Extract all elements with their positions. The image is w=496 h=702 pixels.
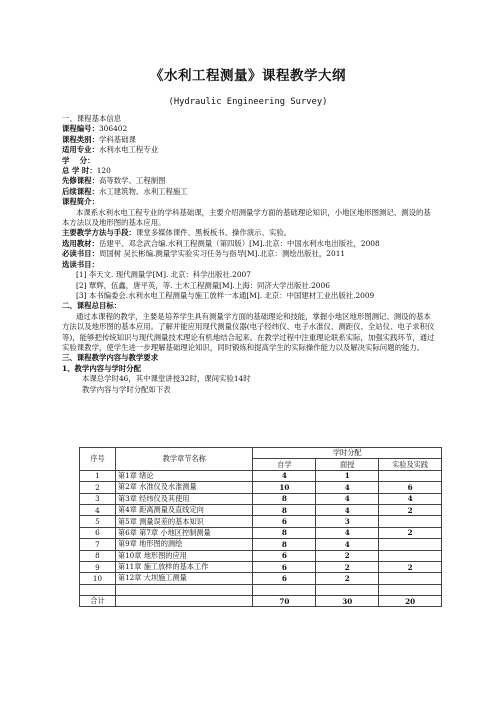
row-no: 2 bbox=[80, 482, 116, 493]
course-intro: 本课系水利水电工程专业的学科基础课，主要介绍测量学方面的基础理论知识，小地区地形图测记、测设的基本方法以及地形图的基本应用。 bbox=[62, 207, 431, 228]
row-lecture: 3 bbox=[316, 516, 379, 527]
subsection-heading-3-1: 1、教学内容与学时分配 bbox=[62, 363, 142, 373]
row-lab bbox=[379, 573, 442, 584]
row-lab: 4 bbox=[379, 493, 442, 504]
row-self-study: 8 bbox=[253, 527, 316, 538]
row-self-study: 10 bbox=[253, 482, 316, 493]
section-heading-1: 一、课程基本信息 bbox=[62, 114, 122, 123]
document-body bbox=[62, 114, 438, 395]
table-row bbox=[80, 482, 442, 493]
row-lecture: 4 bbox=[316, 504, 379, 515]
row-lab: 2 bbox=[379, 527, 442, 538]
row-chapter: 第4章 距离测量及直线定向 bbox=[115, 504, 253, 515]
info-course-code: 课程编号：306402 bbox=[62, 124, 128, 134]
reference-item: [1] 李天文. 现代测量学[M]. 北京：科学出版社.2007 bbox=[76, 270, 251, 280]
row-lab bbox=[379, 470, 442, 481]
table-row bbox=[80, 573, 442, 584]
row-self-study: 6 bbox=[253, 550, 316, 561]
row-no: 4 bbox=[80, 504, 116, 515]
info-intro-label: 课程简介： bbox=[62, 197, 99, 207]
hours-summary: 本课总学时46，其中课堂讲授32时，课间实验14时 bbox=[82, 374, 251, 384]
row-lab bbox=[379, 516, 442, 527]
row-chapter: 第10章 地形图的应用 bbox=[115, 550, 253, 561]
row-chapter: 第2章 水准仪及水准测量 bbox=[115, 482, 253, 493]
table-row bbox=[80, 493, 442, 504]
row-lab bbox=[379, 539, 442, 550]
header-self-study: 自学 bbox=[253, 459, 316, 470]
row-no: 6 bbox=[80, 527, 116, 538]
row-lecture: 2 bbox=[316, 573, 379, 584]
total-lab: 20 bbox=[379, 596, 442, 607]
table-row bbox=[80, 550, 442, 561]
row-chapter: 第12章 大坝施工测量 bbox=[115, 573, 253, 584]
row-self-study: 6 bbox=[253, 573, 316, 584]
row-no: 5 bbox=[80, 516, 116, 527]
header-chapter: 教学章节名称 bbox=[115, 448, 253, 471]
table-total-row bbox=[80, 596, 442, 607]
course-goal: 通过本课程的教学，主要是培养学生具有测量学方面的基础理论和技能，掌握小地区地形图测记、测设的基本方法以及地形图的基本应用。了解并能应用现代测量仪器(电子经纬仪、电子水准仪、测距仪、全站仪、电子求积仪等)，能够把传统知识与现代测量技术理论有机地结合起来。在教学过程中注重理论联系实际，加强实践环节，通过实验课教学，使学生进一步理解基础理论知识，同时锻炼和提高学生的实际操作能力以及解决实际问题的能力。 bbox=[62, 311, 435, 352]
row-no: 8 bbox=[80, 550, 116, 561]
section-heading-2: 二、课程总目标： bbox=[62, 301, 122, 311]
reference-item: [3] 本书编委会.水利水电工程测量与施工放样一本通[M]. 北京：中国建材工业出版社.2009 bbox=[76, 290, 375, 300]
row-self-study: 8 bbox=[253, 493, 316, 504]
row-lab: 2 bbox=[379, 561, 442, 572]
teaching-methods: 主要教学方法与手段：课堂多媒体课件、黑板板书、操作演示、实验。 bbox=[62, 228, 292, 238]
row-chapter: 第11章 施工放样的基本工作 bbox=[115, 561, 253, 572]
row-self-study: 4 bbox=[253, 470, 316, 481]
table-row bbox=[80, 527, 442, 538]
total-lecture: 30 bbox=[316, 596, 379, 607]
row-self-study: 6 bbox=[253, 516, 316, 527]
table-row bbox=[80, 539, 442, 550]
row-lecture: 4 bbox=[316, 539, 379, 550]
total-label: 合计 bbox=[80, 596, 116, 607]
total-self: 70 bbox=[253, 596, 316, 607]
row-no: 1 bbox=[80, 470, 116, 481]
textbook: 选用教材：岳建平、邓念武合编.水利工程测量（第四版）[M].北京：中国水利水电出版社，2008 bbox=[62, 238, 380, 248]
document-title: 《水利工程测量》课程教学大纲 bbox=[150, 68, 346, 84]
table-empty-row bbox=[80, 584, 442, 595]
row-chapter: 第5章 测量误差的基本知识 bbox=[115, 516, 253, 527]
row-no: 3 bbox=[80, 493, 116, 504]
table-row bbox=[80, 470, 442, 481]
table-row bbox=[80, 516, 442, 527]
info-major: 适用专业：水利水电工程专业 bbox=[62, 145, 159, 155]
section-heading-3: 三、课程教学内容与教学要求 bbox=[62, 353, 159, 363]
row-lecture: 4 bbox=[316, 527, 379, 538]
document-subtitle: (Hydraulic Engineering Survey) bbox=[168, 97, 328, 107]
total-chapter-cell bbox=[115, 596, 253, 607]
row-lecture: 1 bbox=[316, 470, 379, 481]
table-row bbox=[80, 561, 442, 572]
info-credits: 学 分： bbox=[62, 155, 95, 165]
reference-item: [2] 覃辉，伍鑫，唐平英，等. 土木工程测量[M].上海：同济大学出版社.2006 bbox=[76, 280, 330, 290]
header-lab: 实验及实践 bbox=[379, 459, 442, 470]
row-lab: 2 bbox=[379, 504, 442, 515]
info-total-hours: 总 学 时：120 bbox=[62, 166, 111, 176]
info-followup: 后续课程：水工建筑物、水利工程施工 bbox=[62, 186, 188, 196]
row-lab bbox=[379, 550, 442, 561]
row-chapter: 第3章 经纬仪及其使用 bbox=[115, 493, 253, 504]
required-reading: 必读书目：周国树 吴长彬编.测量学实验实习任务与指导[M].北京：测绘出版社，2011 bbox=[62, 249, 346, 259]
reference-reading-label: 选读书目： bbox=[62, 259, 99, 269]
row-self-study: 6 bbox=[253, 561, 316, 572]
row-lecture: 2 bbox=[316, 550, 379, 561]
row-lecture: 4 bbox=[316, 482, 379, 493]
row-lecture: 2 bbox=[316, 561, 379, 572]
table-caption: 教学内容与学时分配如下表 bbox=[82, 384, 171, 394]
row-lab: 6 bbox=[379, 482, 442, 493]
row-self-study: 8 bbox=[253, 539, 316, 550]
row-no: 10 bbox=[80, 573, 116, 584]
info-course-category: 课程类别：学科基础课 bbox=[62, 134, 136, 144]
table-row bbox=[80, 504, 442, 515]
row-chapter: 第6章 第7章 小地区控制测量 bbox=[115, 527, 253, 538]
header-allocation: 学时分配 bbox=[253, 448, 442, 459]
row-self-study: 8 bbox=[253, 504, 316, 515]
row-no: 7 bbox=[80, 539, 116, 550]
row-chapter: 第9章 地形图的测绘 bbox=[115, 539, 253, 550]
table-body bbox=[80, 470, 442, 584]
row-lecture: 4 bbox=[316, 493, 379, 504]
header-no: 序号 bbox=[80, 448, 116, 471]
row-chapter: 第1章 绪论 bbox=[115, 470, 253, 481]
header-lecture: 面授 bbox=[316, 459, 379, 470]
info-prerequisites: 先修课程：高等数学、工程制图 bbox=[62, 176, 166, 186]
hours-table bbox=[79, 447, 442, 607]
row-no: 9 bbox=[80, 561, 116, 572]
